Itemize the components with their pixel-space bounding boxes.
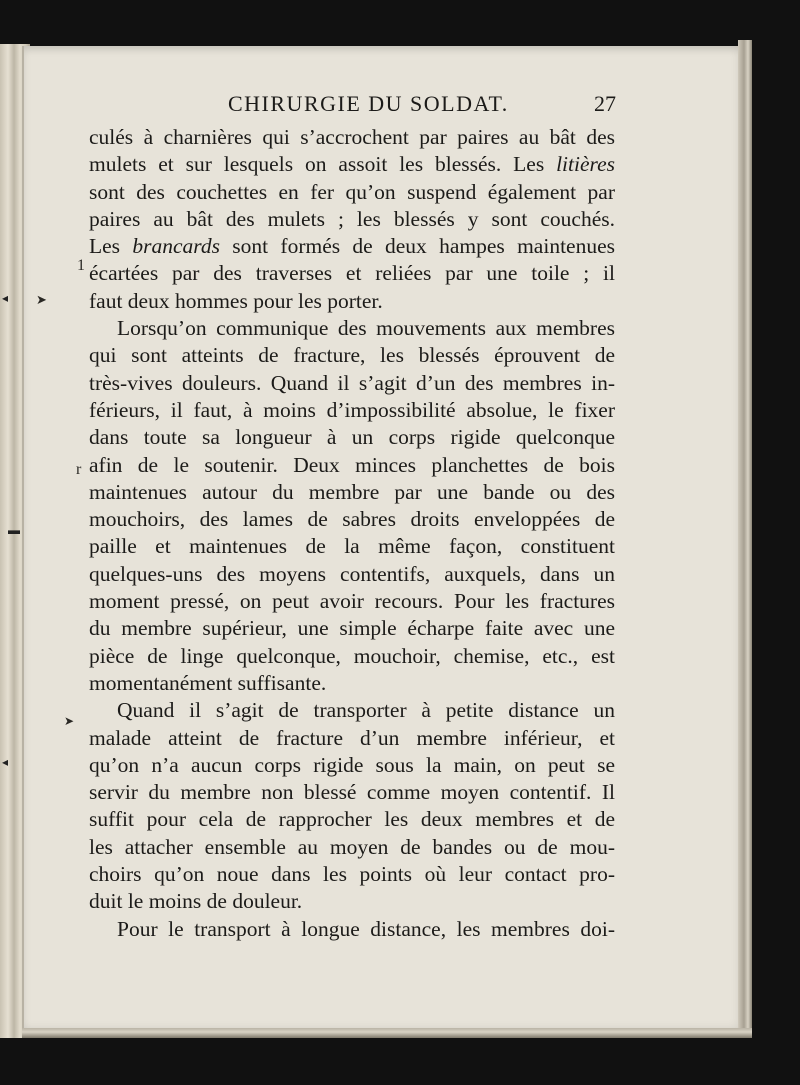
- text-run: férieurs, il faut, à moins d’impossibilité absolue, le fixer: [89, 397, 615, 422]
- text-line: [89, 779, 615, 806]
- margin-tick-icon: ▬: [8, 523, 20, 537]
- text-line: [89, 288, 615, 315]
- text-run: culés à charnières qui s’accrochent par paires au bât des: [89, 125, 615, 149]
- text-run: duit le moins de douleur.: [89, 889, 303, 914]
- text-run: du membre supérieur, une simple écharpe faite avec une: [89, 616, 615, 641]
- text-run: choirs qu’on noue dans les points où leur contact pro-: [89, 862, 615, 887]
- running-title: CHIRURGIE DU SOLDAT.: [228, 91, 509, 116]
- text-run: afin de le soutenir. Deux minces planchettes de bois: [89, 452, 615, 477]
- text-run: malade atteint de fracture d’un membre inférieur, et: [89, 725, 615, 750]
- text-line: [89, 206, 615, 233]
- text-line: [89, 479, 615, 506]
- text-line: [89, 916, 615, 943]
- text-line: [89, 834, 615, 861]
- text-run: sont formés de deux hampes maintenues: [219, 234, 615, 259]
- text-line: [89, 124, 615, 151]
- text-line: [89, 752, 615, 779]
- text-line: [89, 260, 615, 287]
- text-run: qu’on n’a aucun corps rigide sous la main, on peut se: [89, 752, 615, 777]
- text-line: [89, 670, 615, 697]
- text-line: [89, 506, 615, 533]
- text-run: paires au bât des mulets ; les blessés y sont couchés.: [89, 206, 615, 231]
- text-run: servir du membre non blessé comme moyen contentif. Il: [89, 780, 615, 805]
- text-run: mulets et sur lesquels on assoit les blessés. Les: [89, 152, 557, 177]
- running-header: [96, 91, 616, 121]
- margin-tick-icon: ◂: [2, 291, 9, 305]
- text-line: [89, 533, 615, 560]
- page-right-edge: [738, 40, 752, 1030]
- text-line: [89, 643, 615, 670]
- text-run: faut deux hommes pour les porter.: [89, 288, 383, 313]
- text-line: [89, 424, 615, 451]
- text-run: dans toute sa longueur à un corps rigide quelconque: [89, 425, 615, 450]
- text-run: qui sont atteints de fracture, les blessés éprouvent de: [89, 343, 615, 368]
- text-run: moment pressé, on peut avoir recours. Pour les fractures: [89, 589, 615, 614]
- text-line: [89, 452, 615, 479]
- page-number: 27: [594, 91, 616, 116]
- margin-mark: r: [76, 461, 82, 478]
- text-run: quelques-uns des moyens contentifs, auxquels, dans un: [89, 561, 615, 586]
- text-run: Les: [89, 234, 133, 259]
- text-line: [89, 151, 615, 178]
- text-run: paille et maintenues de la même façon, constituent: [89, 534, 615, 559]
- text-line: [89, 615, 615, 642]
- text-line: [89, 370, 615, 397]
- text-run: Lorsqu’on communique des mouvements aux membres: [117, 316, 615, 341]
- text-run: les attacher ensemble au moyen de bandes ou de mou-: [89, 834, 615, 859]
- page-bottom-edge: [22, 1028, 752, 1038]
- text-run: sont des couchettes en fer qu’on suspend également par: [89, 179, 615, 204]
- text-line: [89, 179, 615, 206]
- text-run: mouchoirs, des lames de sabres droits enveloppées de: [89, 507, 615, 532]
- text-run: Pour le transport à longue distance, les membres doi-: [117, 916, 615, 941]
- text-line: [89, 697, 615, 724]
- text-run: suffit pour cela de rapprocher les deux membres et de: [89, 807, 615, 832]
- text-line: [89, 397, 615, 424]
- text-line: [89, 342, 615, 369]
- text-line: [89, 888, 615, 915]
- text-run: Quand il s’agit de transporter à petite distance un: [117, 698, 615, 723]
- text-line: [89, 315, 615, 342]
- text-line: [89, 725, 615, 752]
- text-run: momentanément suffisante.: [89, 670, 327, 695]
- margin-arrow-icon: ➤: [36, 292, 47, 307]
- margin-tick-icon: ◂: [2, 755, 9, 769]
- text-line: [89, 806, 615, 833]
- margin-mark: 1: [77, 257, 85, 274]
- italic-term: brancards: [132, 234, 220, 259]
- text-line: [89, 861, 615, 888]
- text-run: très-vives douleurs. Quand il s’agit d’un des membres in-: [89, 370, 615, 395]
- italic-term: litières: [556, 152, 615, 177]
- text-run: écartées par des traverses et reliées par une toile ; il: [89, 261, 615, 286]
- text-line: [89, 588, 615, 615]
- text-run: pièce de linge quelconque, mouchoir, chemise, etc., est: [89, 643, 615, 668]
- text-line: [89, 233, 615, 260]
- body-text: [89, 124, 615, 943]
- margin-arrow-icon: ➤: [64, 714, 75, 728]
- text-run: maintenues autour du membre par une bande ou des: [89, 479, 615, 504]
- text-line: [89, 561, 615, 588]
